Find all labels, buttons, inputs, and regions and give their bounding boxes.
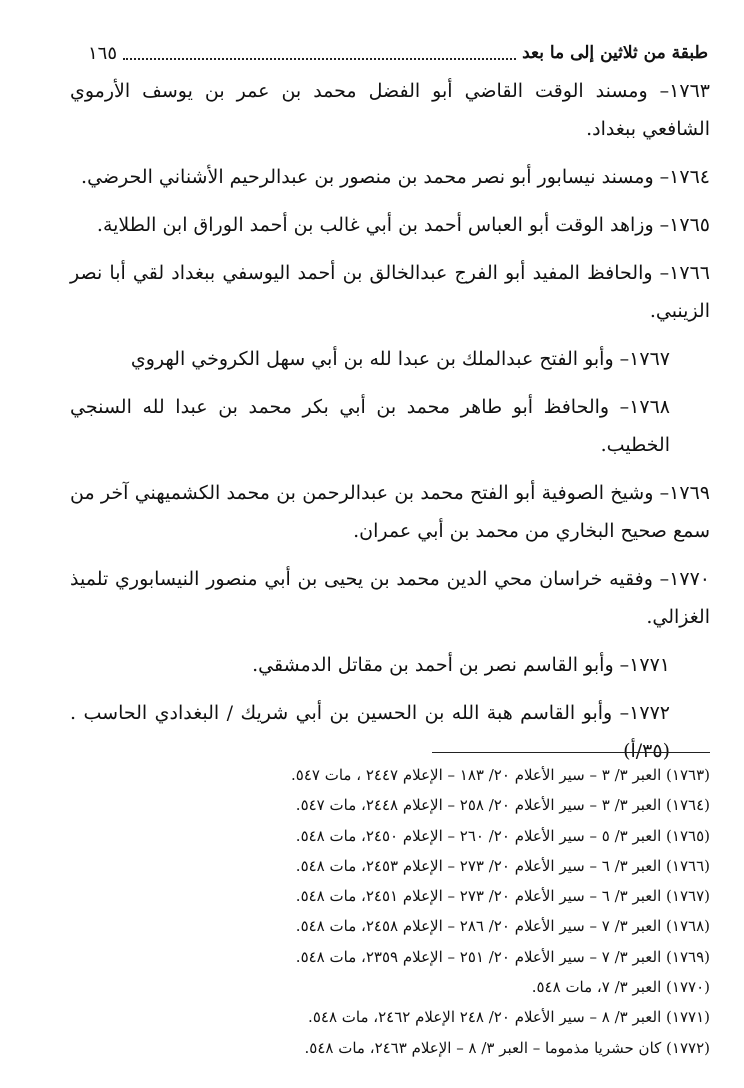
entry-1764: ١٧٦٤– ومسند نيسابور أبو نصر محمد بن منصور بن عبدالرحيم الأشناني الحرضي. [81,166,710,188]
footnotes [120,760,710,1063]
footnote-1770: (١٧٧٠) العبر ٣/ ٧، مات ٥٤٨. [531,978,710,997]
entry-1767: ١٧٦٧– وأبو الفتح عبدالملك بن عبدا لله بن أبي سهل الكروخي الهروي [130,348,670,370]
footnote-1764: (١٧٦٤) العبر ٣/ ٣ – سير الأعلام ٢٠/ ٢٥٨ – الإعلام ٢٤٤٨، مات ٥٤٧. [295,796,710,815]
header-dotted-leader [123,46,516,60]
footnote-1772: (١٧٧٢) كان حشريا مذموما – العبر ٣/ ٨ – الإعلام ٢٤٦٣، مات ٥٤٨. [304,1038,710,1057]
running-title: طبقة من ثلاثين إلى ما بعد [522,43,708,63]
footnote-1768: (١٧٦٨) العبر ٣/ ٧ – سير الأعلام ٢٠/ ٢٨٦ – الإعلام ٢٤٥٨، مات ٥٤٨. [295,917,710,936]
entry-1766: ١٧٦٦– والحافظ المفيد أبو الفرج عبدالخالق بن أحمد اليوسفي ببغداد لقي أبا نصر الزينبي. [70,262,710,322]
entry-1769: ١٧٦٩– وشيخ الصوفية أبو الفتح محمد بن عبدالرحمن بن محمد الكشميهني آخر من سمع صحيح البخاري من محمد بن أبي عمران. [70,482,710,542]
footnote-1767: (١٧٦٧) العبر ٣/ ٦ – سير الأعلام ٢٠/ ٢٧٣ – الإعلام ٢٤٥١، مات ٥٤٨. [295,887,710,906]
footnote-1765: (١٧٦٥) العبر ٣/ ٥ – سير الأعلام ٢٠/ ٢٦٠ – الإعلام ٢٤٥٠، مات ٥٤٨. [295,826,710,845]
footnote-1763: (١٧٦٣) العبر ٣/ ٣ – سير الأعلام ٢٠/ ١٨٣ – الإعلام ٢٤٤٧ ، مات ٥٤٧. [291,766,710,784]
footnote-1771: (١٧٧١) العبر ٣/ ٨ – سير الأعلام ٢٠/ ٢٤٨ الإعلام ٢٤٦٢، مات ٥٤٨. [308,1008,710,1027]
entry-1768: ١٧٦٨– والحافظ أبو طاهر محمد بن أبي بكر محمد بن عبدا لله السنجي الخطيب. [70,396,670,456]
page-number: ١٦٥ [88,42,118,64]
footnote-separator [432,752,710,753]
entry-1765: ١٧٦٥– وزاهد الوقت أبو العباس أحمد بن أبي غالب بن أحمد الوراق ابن الطلاية. [96,214,710,236]
page-header [88,38,708,68]
entry-1771: ١٧٧١– وأبو القاسم نصر بن أحمد بن مقاتل الدمشقي. [252,654,670,676]
footnote-1769: (١٧٦٩) العبر ٣/ ٧ – سير الأعلام ٢٠/ ٢٥١ – الإعلام ٢٣٥٩، مات ٥٤٨. [295,947,710,966]
main-text [70,72,710,780]
entry-1770: ١٧٧٠– وفقيه خراسان محي الدين محمد بن يحيى بن أبي منصور النيسابوري تلميذ الغزالي. [70,568,710,628]
entry-1763: ١٧٦٣– ومسند الوقت القاضي أبو الفضل محمد بن عمر بن يوسف الأرموي الشافعي ببغداد. [70,80,710,140]
footnote-1766: (١٧٦٦) العبر ٣/ ٦ – سير الأعلام ٢٠/ ٢٧٣ – الإعلام ٢٤٥٣، مات ٥٤٨. [295,856,710,875]
entry-1772: ١٧٧٢– وأبو القاسم هبة الله بن الحسين بن أبي شريك / البغدادي الحاسب . (٣٥/أ) [70,702,670,762]
